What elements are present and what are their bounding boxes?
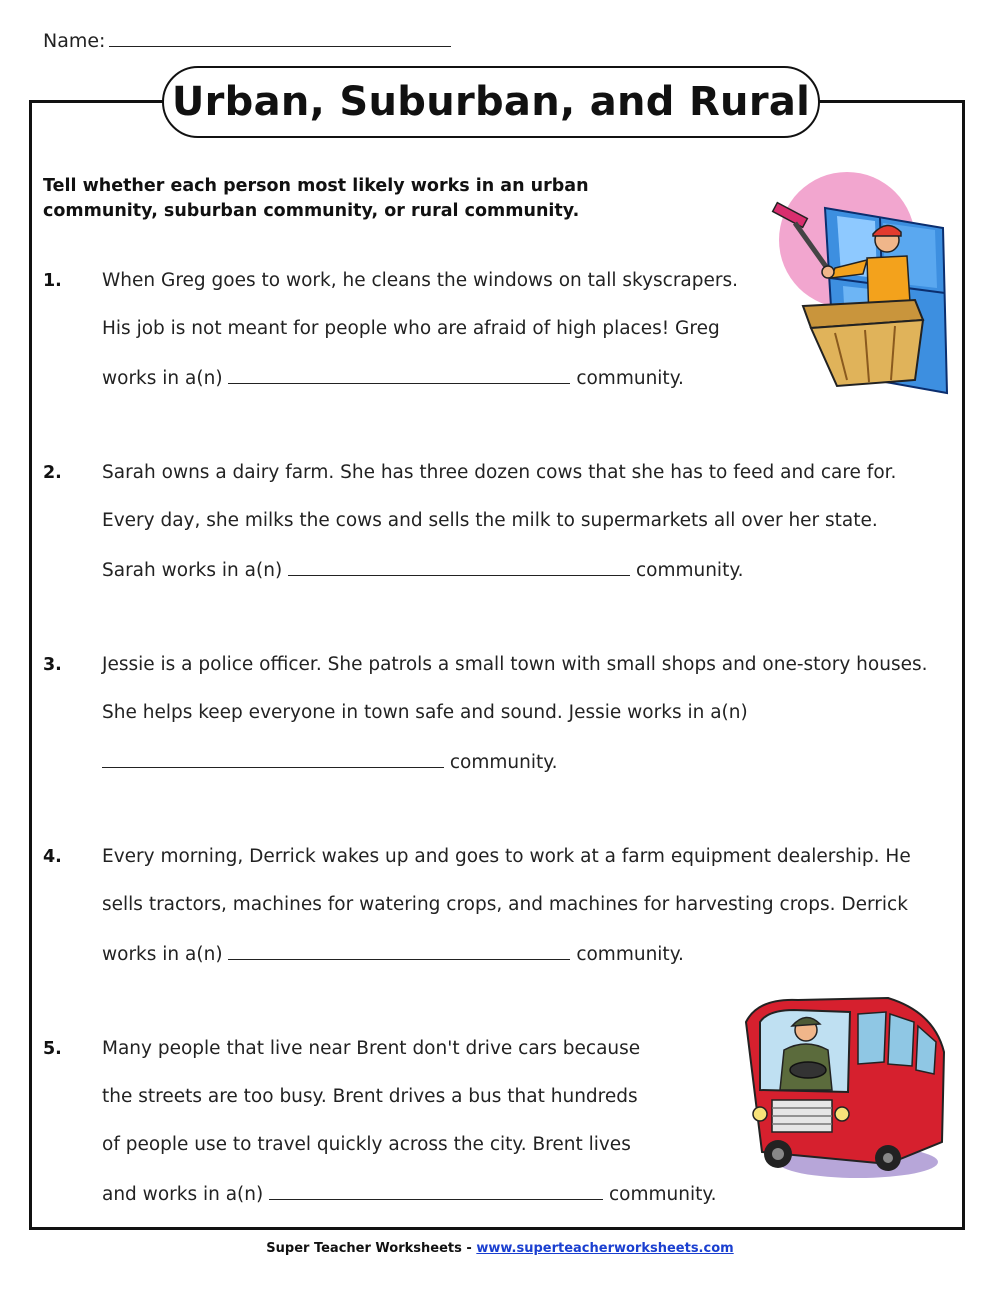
- name-label: Name:: [43, 30, 106, 52]
- instructions: Tell whether each person most likely works in an urban community, suburban community, or rural community.: [43, 176, 589, 221]
- question-5-line-2: the streets are too busy. Brent drives a bus that hundreds: [102, 1086, 638, 1107]
- question-number-2: 2.: [43, 463, 62, 483]
- question-2-line-1: Sarah owns a dairy farm. She has three dozen cows that she has to feed and care for.: [102, 462, 897, 483]
- answer-blank-5[interactable]: [269, 1182, 603, 1200]
- question-2-fill-row: [102, 558, 744, 581]
- question-3-line-1: Jessie is a police officer. She patrols a small town with small shops and one-story houses.: [102, 654, 928, 675]
- question-4-line-1: Every morning, Derrick wakes up and goes to work at a farm equipment dealership. He: [102, 846, 911, 867]
- fill-suffix: community.: [576, 368, 684, 389]
- answer-blank-1[interactable]: [228, 366, 570, 384]
- footer-brand: Super Teacher Worksheets -: [266, 1241, 472, 1256]
- question-4-line-2: sells tractors, machines for watering crops, and machines for harvesting crops. Derrick: [102, 894, 908, 915]
- fill-suffix: community.: [635, 560, 744, 581]
- fill-prefix: and works in a(n): [102, 1184, 264, 1205]
- fill-prefix: works in a(n): [102, 944, 223, 965]
- fill-suffix: community.: [576, 944, 684, 965]
- fill-suffix: community.: [449, 752, 558, 773]
- name-blank[interactable]: [109, 30, 451, 47]
- fill-suffix: community.: [609, 1184, 717, 1205]
- answer-blank-4[interactable]: [228, 942, 570, 960]
- question-4-fill-row: [102, 942, 684, 965]
- question-5-fill-row: [102, 1182, 717, 1205]
- window-washer-icon: [765, 168, 950, 400]
- question-number-4: 4.: [43, 847, 62, 867]
- question-3-line-2: She helps keep everyone in town safe and sound. Jessie works in a(n): [102, 702, 748, 723]
- question-2-line-2: Every day, she milks the cows and sells the milk to supermarkets all over her state.: [102, 510, 878, 531]
- question-5-line-3: of people use to travel quickly across the city. Brent lives: [102, 1134, 631, 1155]
- footer: [0, 1241, 1000, 1256]
- footer-link[interactable]: www.superteacherworksheets.com: [476, 1241, 734, 1256]
- page-title: Urban, Suburban, and Rural: [171, 79, 811, 125]
- question-5-line-1: Many people that live near Brent don't drive cars because: [102, 1038, 641, 1059]
- question-3-fill-row: [102, 750, 557, 773]
- question-1-line-2: His job is not meant for people who are afraid of high places! Greg: [102, 318, 720, 339]
- fill-prefix: works in a(n): [102, 368, 223, 389]
- title-banner: [162, 66, 820, 138]
- name-field-row: [43, 30, 451, 52]
- question-number-3: 3.: [43, 655, 62, 675]
- question-number-1: 1.: [43, 271, 62, 291]
- answer-blank-3[interactable]: [102, 750, 444, 768]
- bus-driver-icon: [738, 992, 948, 1182]
- question-1-line-1: When Greg goes to work, he cleans the windows on tall skyscrapers.: [102, 270, 739, 291]
- question-1-fill-row: [102, 366, 684, 389]
- answer-blank-2[interactable]: [288, 558, 630, 576]
- question-number-5: 5.: [43, 1039, 62, 1059]
- fill-prefix: Sarah works in a(n): [102, 560, 283, 581]
